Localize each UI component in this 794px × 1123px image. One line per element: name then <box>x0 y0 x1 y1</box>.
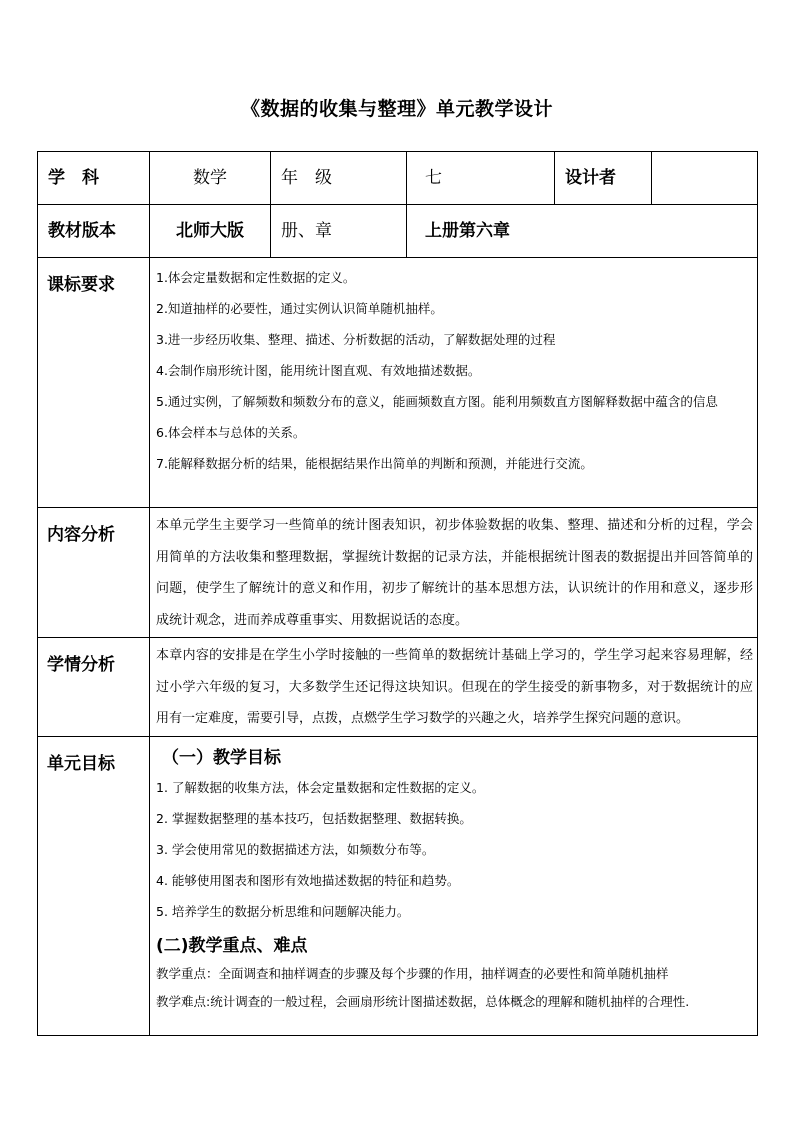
standards-item: 5.通过实例，了解频数和频数分布的意义，能画频数直方图。能利用频数直方图解释数据中蕴含的信息 <box>156 394 718 409</box>
unit-goals-row <box>38 737 758 1036</box>
subject-label: 学 科 <box>38 152 150 205</box>
unit-goals-label: 单元目标 <box>38 737 150 1036</box>
standards-item: 1.体会定量数据和定性数据的定义。 <box>156 270 356 285</box>
learner-analysis-text: 本章内容的安排是在学生小学时接触的一些简单的数据统计基础上学习的，学生学习起来容易理解，经过小学六年级的复习，大多数学生还记得这块知识。但现在的学生接受的新事物多，对于数据统计的应用有一定难度，需要引导，点拨，点燃学生学习数学的兴趣之火，培养学生探究问题的意识。 <box>150 638 758 737</box>
objective-item: 5. 培养学生的数据分析思维和问题解决能力。 <box>156 904 410 919</box>
standards-item: 2.知道抽样的必要性，通过实例认识简单随机抽样。 <box>156 301 443 316</box>
content-analysis-label: 内容分析 <box>38 508 150 638</box>
teaching-objectives-heading: （一）教学目标 <box>162 748 281 768</box>
objective-item: 3. 学会使用常见的数据描述方法，如频数分布等。 <box>156 842 435 857</box>
content-analysis-text: 本单元学生主要学习一些简单的统计图表知识，初步体验数据的收集、整理、描述和分析的过程，学会用简单的方法收集和整理数据，掌握统计数据的记录方法，并能根据统计图表的数据提出并回答简单的问题，使学生了解统计的意义和作用，初步了解统计的基本思想方法，认识统计的作用和意义，逐步形成统计观念，进而养成尊重事实、用数据说话的态度。 <box>150 508 758 638</box>
learner-analysis-label: 学情分析 <box>38 638 150 737</box>
key-point-text: 教学重点：全面调查和抽样调查的步骤及每个步骤的作用，抽样调查的必要性和简单随机抽样 <box>156 966 669 981</box>
standards-item: 3.进一步经历收集、整理、描述、分析数据的活动，了解数据处理的过程 <box>156 332 556 347</box>
key-difficult-heading: (二)教学重点、难点 <box>156 936 308 956</box>
standards-item: 4.会制作扇形统计图，能用统计图直观、有效地描述数据。 <box>156 363 481 378</box>
standards-item: 6.体会样本与总体的关系。 <box>156 425 306 440</box>
objective-item: 4. 能够使用图表和图形有效地描述数据的特征和趋势。 <box>156 873 460 888</box>
designer-value <box>652 152 758 205</box>
edition-value: 北师大版 <box>150 205 271 258</box>
header-row-2 <box>38 205 758 258</box>
unit-goals-content <box>150 737 758 1036</box>
edition-label: 教材版本 <box>38 205 150 258</box>
standards-row <box>38 258 758 508</box>
difficult-point-text: 教学难点:统计调查的一般过程，会画扇形统计图描述数据，总体概念的理解和随机抽样的合理性. <box>156 994 690 1009</box>
standards-list <box>150 258 758 508</box>
document-title: 《数据的收集与整理》单元教学设计 <box>240 98 553 120</box>
designer-label: 设计者 <box>555 152 652 205</box>
standards-label: 课标要求 <box>38 258 150 508</box>
objective-item: 1. 了解数据的收集方法，体会定量数据和定性数据的定义。 <box>156 780 485 795</box>
subject-value: 数学 <box>150 152 271 205</box>
chapter-label: 册、章 <box>271 205 407 258</box>
content-analysis-row <box>38 508 758 638</box>
chapter-value: 上册第六章 <box>407 205 758 258</box>
grade-label: 年 级 <box>271 152 407 205</box>
objective-item: 2. 掌握数据整理的基本技巧，包括数据整理、数据转换。 <box>156 811 472 826</box>
lesson-design-table <box>37 151 758 1036</box>
standards-item: 7.能解释数据分析的结果，能根据结果作出简单的判断和预测，并能进行交流。 <box>156 456 593 471</box>
header-row-1 <box>38 152 758 205</box>
grade-value: 七 <box>407 152 555 205</box>
learner-analysis-row <box>38 638 758 737</box>
